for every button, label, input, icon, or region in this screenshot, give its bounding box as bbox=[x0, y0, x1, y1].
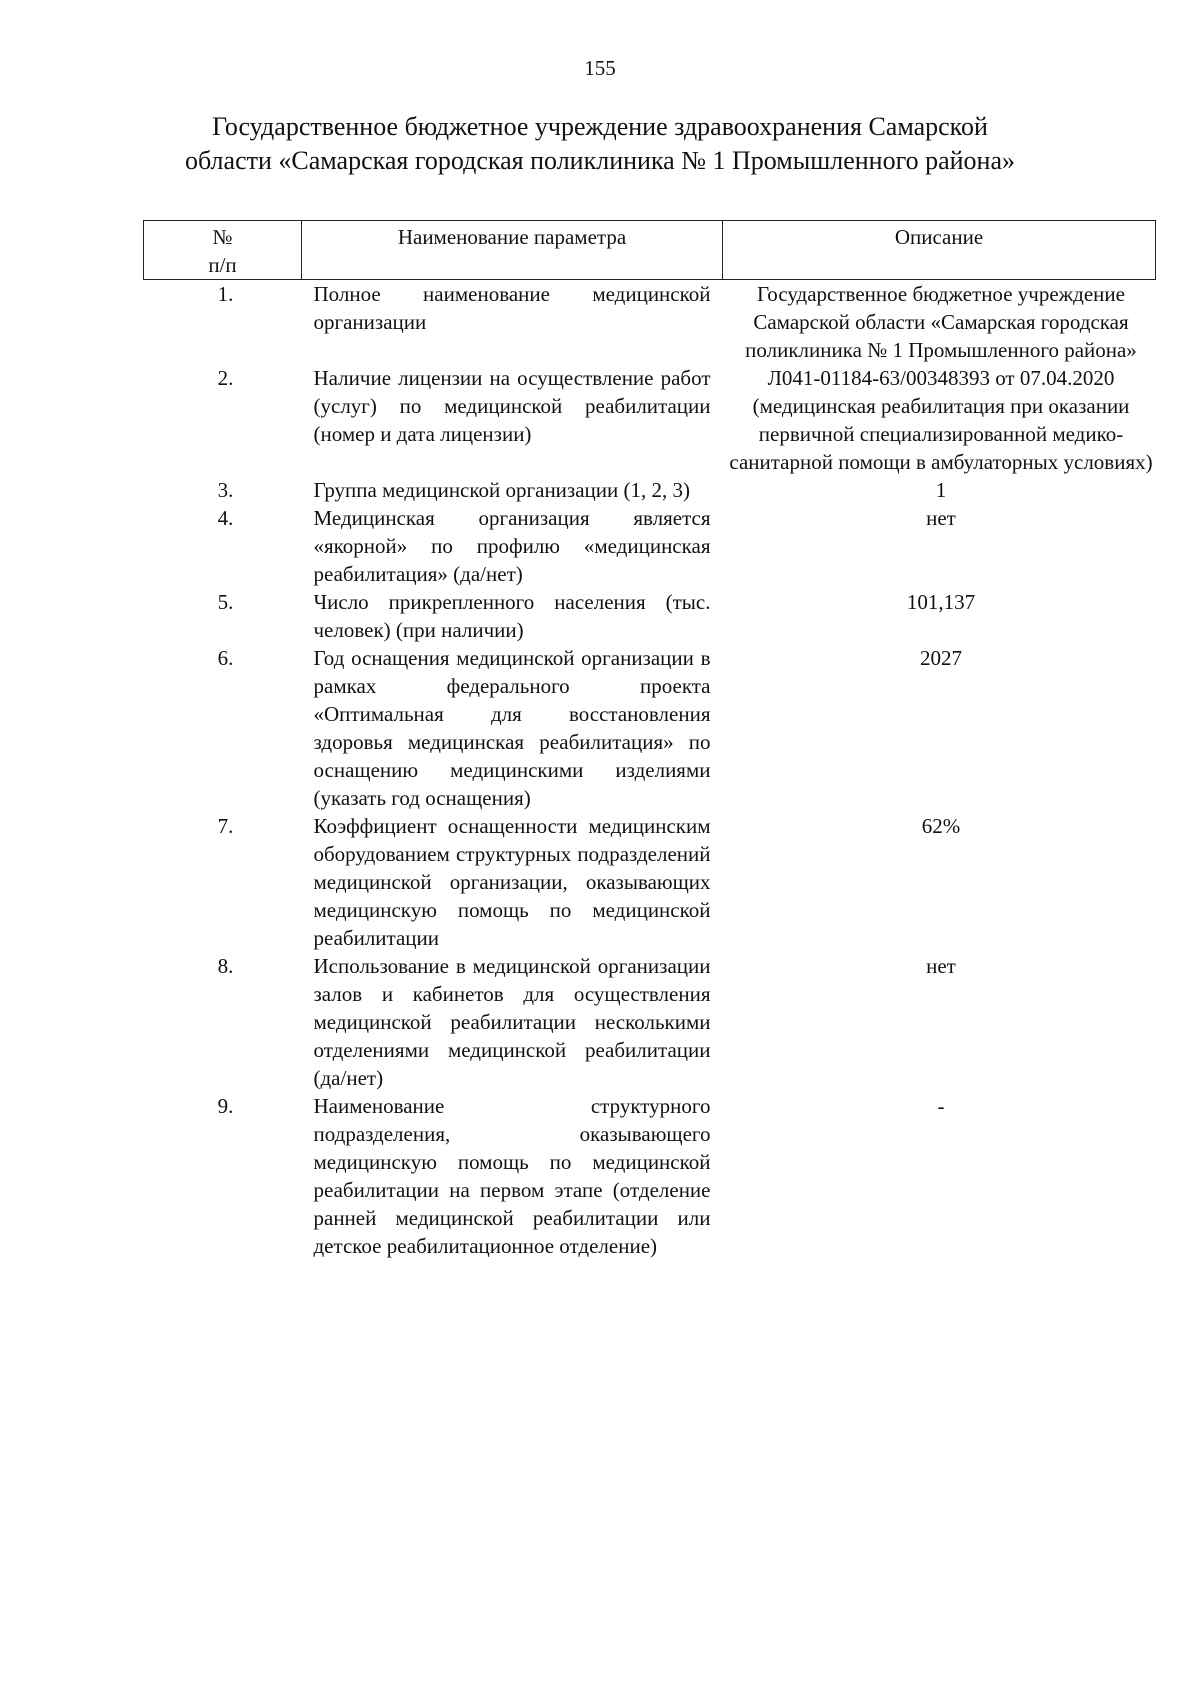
row-number: 1. bbox=[217, 282, 234, 306]
row-parameter: Год оснащения медицинской организации в рамках федерального проекта «Оптимальная для восстановления здоровья медицинская реабилитация» по оснащению медицинскими изделиями (указать год оснащения) bbox=[313, 646, 711, 810]
table-row bbox=[144, 1092, 1156, 1260]
document-title bbox=[140, 110, 1060, 178]
row-number: 5. bbox=[217, 590, 234, 614]
table-row bbox=[144, 812, 1156, 952]
row-parameter: Использование в медицинской организации залов и кабинетов для осуществления медицинской реабилитации несколькими отделениями медицинской реабилитации (да/нет) bbox=[313, 954, 711, 1090]
row-number: 4. bbox=[217, 506, 234, 530]
row-number: 7. bbox=[217, 814, 234, 838]
page-number: 155 bbox=[584, 56, 616, 80]
table-header bbox=[144, 221, 1156, 280]
row-description: Государственное бюджетное учреждение Самарской области «Самарская городская поликлиника № 1 Промышленного района» bbox=[745, 282, 1137, 362]
row-number: 2. bbox=[217, 366, 234, 390]
row-number: 9. bbox=[217, 1094, 234, 1118]
document-title-line-2: области «Самарская городская поликлиника № 1 Промышленного района» bbox=[184, 146, 1016, 175]
header-number-sign: № bbox=[212, 225, 233, 249]
table-row bbox=[144, 280, 1156, 365]
row-description: Л041-01184-63/00348393 от 07.04.2020 (медицинская реабилитация при оказании первичной специализированной медико-санитарной помощи в амбулаторных условиях) bbox=[729, 366, 1153, 474]
table-row bbox=[144, 952, 1156, 1092]
row-number: 3. bbox=[217, 478, 234, 502]
header-parameter: Наименование параметра bbox=[302, 221, 723, 280]
row-description: нет bbox=[926, 954, 956, 978]
row-description: 101,137 bbox=[906, 590, 976, 614]
row-parameter: Число прикрепленного населения (тыс. человек) (при наличии) bbox=[313, 590, 711, 642]
row-parameter: Группа медицинской организации (1, 2, 3) bbox=[313, 478, 690, 502]
row-description: - bbox=[937, 1094, 945, 1118]
table-row bbox=[144, 644, 1156, 812]
row-parameter: Наличие лицензии на осуществление работ (услуг) по медицинской реабилитации (номер и дата лицензии) bbox=[313, 366, 711, 446]
row-parameter: Наименование структурного подразделения, оказывающего медицинскую помощь по медицинской реабилитации на первом этапе (отделение ранней медицинской реабилитации или детское реабилитационное отделение) bbox=[313, 1094, 711, 1258]
row-parameter: Коэффициент оснащенности медицинским оборудованием структурных подразделений медицинской организации, оказывающих медицинскую помощь по медицинской реабилитации bbox=[313, 814, 711, 950]
table-row bbox=[144, 504, 1156, 588]
row-description: 2027 bbox=[920, 646, 962, 670]
header-description: Описание bbox=[723, 221, 1156, 280]
table-row bbox=[144, 588, 1156, 644]
row-description: 62% bbox=[921, 814, 961, 838]
row-number: 6. bbox=[217, 646, 234, 670]
header-number-abbr: п/п bbox=[208, 253, 237, 277]
header-number bbox=[144, 221, 302, 280]
row-parameter: Полное наименование медицинской организации bbox=[313, 282, 711, 334]
parameters-table bbox=[143, 220, 1156, 1260]
table-body bbox=[144, 280, 1156, 1261]
row-parameter: Медицинская организация является «якорной» по профилю «медицинская реабилитация» (да/нет) bbox=[313, 506, 711, 586]
row-description: нет bbox=[926, 506, 956, 530]
table-row bbox=[144, 364, 1156, 476]
row-description: 1 bbox=[935, 478, 947, 502]
table-header-row bbox=[144, 221, 1156, 280]
table-row bbox=[144, 476, 1156, 504]
document-title-line-1: Государственное бюджетное учреждение здравоохранения Самарской bbox=[212, 112, 988, 141]
row-number: 8. bbox=[217, 954, 234, 978]
